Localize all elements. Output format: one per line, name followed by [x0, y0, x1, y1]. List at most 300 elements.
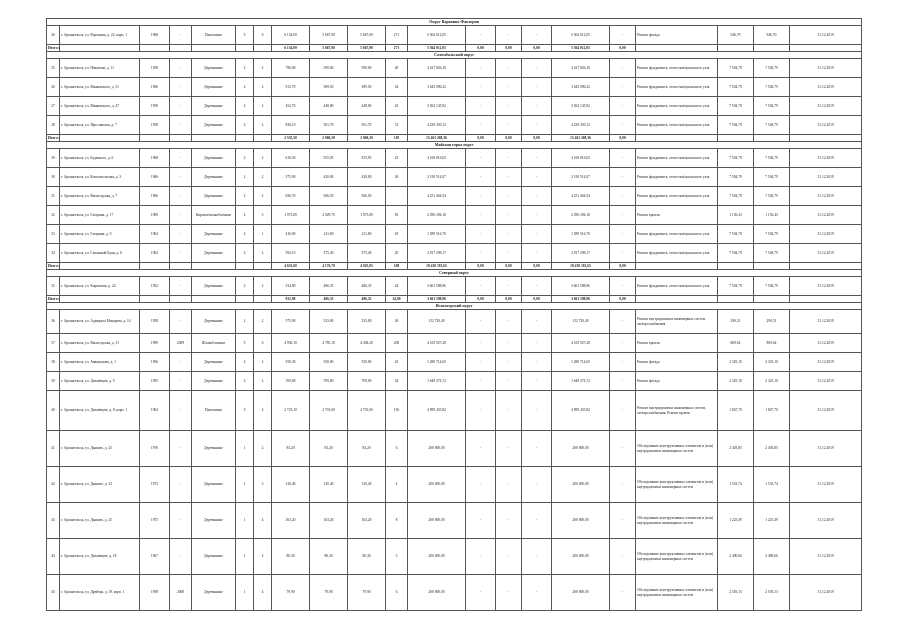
table-cell: 2 — [236, 187, 254, 206]
table-cell: - — [610, 334, 636, 353]
work-type-cell: Ремонт фундамента, отмостки/цокольного узла — [636, 277, 718, 296]
table-cell: 80,30 — [348, 539, 386, 575]
work-type-cell: Обследование конструктивных элементов и (или) внутридомовых инженерных систем — [636, 503, 718, 539]
table-cell: 130,40 — [348, 467, 386, 503]
table-cell: - — [522, 310, 552, 334]
table-cell: 200 000,00 — [552, 467, 610, 503]
table-cell: 200 000,00 — [552, 503, 610, 539]
address-cell: г. Архангельск, ул. Маяковского, д. 47 — [60, 97, 140, 116]
table-cell: 1968 — [140, 149, 170, 168]
table-cell: - — [496, 353, 522, 372]
table-cell: 31.12.2019 — [790, 244, 862, 263]
table-cell: 27 — [47, 97, 60, 116]
total-cell: 0,00 — [466, 135, 496, 142]
table-cell: 2 — [236, 116, 254, 135]
table-cell: 37 — [47, 334, 60, 353]
total-cell — [790, 296, 862, 303]
table-row — [47, 503, 862, 539]
total-cell — [718, 296, 754, 303]
table-cell: 486,35 — [348, 277, 386, 296]
total-cell: 2 535,50 — [272, 135, 310, 142]
table-cell: 5 667,00 — [348, 26, 386, 45]
table-cell: - — [170, 353, 192, 372]
table-cell: 1 533,74 — [718, 467, 754, 503]
table-cell: - — [466, 187, 496, 206]
table-cell: 1 225,49 — [718, 503, 754, 539]
table-cell: 26 — [386, 310, 408, 334]
table-cell: 4 989 455,82 — [552, 391, 610, 431]
table-cell: Деревянные — [192, 97, 236, 116]
work-type-cell: Ремонт фундамента, отмостки/цокольного узла — [636, 225, 718, 244]
table-cell: - — [522, 97, 552, 116]
table-cell: 4 — [254, 391, 272, 431]
table-cell: 200 000,00 — [552, 575, 610, 611]
table-cell: 39 — [47, 372, 60, 391]
table-cell: 375,40 — [310, 244, 348, 263]
table-cell: 3 645 096,22 — [552, 78, 610, 97]
table-cell: - — [170, 26, 192, 45]
table-cell: - — [522, 206, 552, 225]
table-cell: - — [610, 503, 636, 539]
table-cell: 18 — [386, 225, 408, 244]
table-cell: - — [466, 168, 496, 187]
table-cell: 7 504,79 — [754, 187, 790, 206]
work-type-cell: Ремонт фундамента, отмостки/цокольного узла — [636, 187, 718, 206]
table-cell: 4 — [254, 539, 272, 575]
table-cell: 590,00 — [348, 59, 386, 78]
table-cell: 42 — [47, 467, 60, 503]
table-row — [47, 575, 862, 611]
table-cell: 523,00 — [310, 310, 348, 334]
table-cell: - — [610, 467, 636, 503]
table-cell: Деревянные — [192, 78, 236, 97]
table-cell: 5 — [236, 334, 254, 353]
table-cell: - — [170, 467, 192, 503]
table-cell: 31.12.2019 — [790, 97, 862, 116]
table-cell: 2 325,10 — [718, 353, 754, 372]
table-cell: 1959 — [140, 97, 170, 116]
table-cell: - — [522, 467, 552, 503]
table-cell: 31.12.2019 — [790, 59, 862, 78]
table-cell: 3 362 145,92 — [552, 97, 610, 116]
table-cell: 375,40 — [348, 244, 386, 263]
address-cell: г. Архангельск, ул. Адмирала Макарова, д. 14 — [60, 310, 140, 334]
table-cell: 31.12.2019 — [790, 372, 862, 391]
table-cell: 4 494,20 — [348, 334, 386, 353]
total-cell: 3 661 588,96 — [552, 296, 610, 303]
table-cell: 486,35 — [310, 277, 348, 296]
table-cell: 1 847,70 — [754, 391, 790, 431]
total-cell — [192, 45, 236, 52]
table-cell: 4 168 816,65 — [408, 149, 466, 168]
total-cell: 0,00 — [466, 45, 496, 52]
table-cell: 1956 — [140, 353, 170, 372]
work-type-cell: Ремонт кровли — [636, 206, 718, 225]
district-title: Округ Варавино-Фактория — [47, 19, 862, 26]
total-cell: 2 060,20 — [348, 135, 386, 142]
table-cell: - — [496, 310, 522, 334]
total-cell: 0,00 — [522, 263, 552, 270]
table-cell: - — [466, 116, 496, 135]
table-cell: - — [610, 372, 636, 391]
table-cell: 1 648 374,72 — [408, 372, 466, 391]
table-row — [47, 26, 862, 45]
total-cell: 0,00 — [610, 45, 636, 52]
address-cell: г. Архангельск, ул. Дежнёвцев, д. 18 — [60, 539, 140, 575]
total-cell — [254, 263, 272, 270]
work-type-cell: Ремонт кровли — [636, 334, 718, 353]
total-cell — [718, 45, 754, 52]
table-cell: 7 504,79 — [718, 187, 754, 206]
table-cell: 1958 — [140, 310, 170, 334]
table-cell: 1962 — [140, 391, 170, 431]
table-cell: 1 280 714,65 — [408, 353, 466, 372]
table-cell: 1962 — [140, 244, 170, 263]
total-cell — [192, 296, 236, 303]
total-row — [47, 135, 862, 142]
table-cell: 7 504,79 — [718, 225, 754, 244]
table-cell: 2 701,60 — [310, 391, 348, 431]
district-section-row — [47, 19, 862, 26]
table-cell: Деревянные — [192, 310, 236, 334]
table-cell: - — [610, 97, 636, 116]
table-cell: 31.12.2019 — [790, 116, 862, 135]
table-cell: 26 — [386, 168, 408, 187]
table-cell: - — [522, 277, 552, 296]
table-cell: 26 — [47, 26, 60, 45]
table-cell: - — [170, 116, 192, 135]
table-cell: - — [466, 244, 496, 263]
table-cell: 31.12.2019 — [790, 467, 862, 503]
table-cell: 2 — [254, 277, 272, 296]
table-cell: - — [610, 187, 636, 206]
table-cell: 1 156,43 — [718, 206, 754, 225]
table-cell: 2 — [254, 372, 272, 391]
table-cell: - — [170, 149, 192, 168]
table-cell: 290,51 — [754, 310, 790, 334]
table-cell: - — [496, 467, 522, 503]
table-cell: - — [522, 59, 552, 78]
table-cell: Кирпич/шлакоблочные — [192, 206, 236, 225]
table-cell: - — [522, 391, 552, 431]
table-cell: - — [496, 149, 522, 168]
table-cell: 31.12.2019 — [790, 539, 862, 575]
table-cell: 7 504,79 — [718, 244, 754, 263]
address-cell: г. Архангельск, ул. Аввакумова, д. 1 — [60, 353, 140, 372]
table-cell: 550,00 — [310, 353, 348, 372]
total-cell — [236, 135, 254, 142]
total-cell — [170, 135, 192, 142]
table-cell: 2 — [254, 431, 272, 467]
table-cell: 1967 — [140, 539, 170, 575]
table-cell: - — [496, 334, 522, 353]
work-type-cell: Ремонт фундамента, отмостки/цокольного узла — [636, 116, 718, 135]
table-cell: 4 427 826,10 — [408, 59, 466, 78]
table-cell: 7 504,79 — [718, 168, 754, 187]
table-cell: Шлакоблочные — [192, 334, 236, 353]
table-cell: 30 — [47, 168, 60, 187]
table-cell: 3 661 588,96 — [552, 277, 610, 296]
total-cell — [790, 263, 862, 270]
table-cell: 6 — [254, 334, 272, 353]
table-cell: 3 150 514,07 — [408, 168, 466, 187]
total-cell — [636, 135, 718, 142]
table-cell: - — [466, 353, 496, 372]
table-cell: 2 723,10 — [272, 391, 310, 431]
table-cell: 389,50 — [348, 78, 386, 97]
total-cell — [754, 296, 790, 303]
table-cell: 452,70 — [272, 97, 310, 116]
table-cell: - — [610, 310, 636, 334]
table-cell: 2 325,10 — [754, 353, 790, 372]
capital-repair-table — [46, 18, 862, 611]
table-cell: 31.12.2019 — [790, 391, 862, 431]
table-cell: 83,20 — [348, 431, 386, 467]
table-cell: 31.12.2019 — [790, 575, 862, 611]
table-cell: 1 225,49 — [754, 503, 790, 539]
table-row — [47, 353, 862, 372]
table-cell: 420,00 — [310, 168, 348, 187]
total-cell: 24,00 — [386, 296, 408, 303]
table-cell: 2 490,66 — [718, 539, 754, 575]
total-cell — [718, 263, 754, 270]
table-cell: 3 661 588,96 — [408, 277, 466, 296]
table-cell: 1 589 516,70 — [552, 225, 610, 244]
table-cell: 6 — [254, 26, 272, 45]
table-cell: 43 — [47, 503, 60, 539]
table-cell: 2 029,70 — [310, 206, 348, 225]
table-cell: 3 — [254, 467, 272, 503]
table-cell: 31.12.2019 — [790, 187, 862, 206]
district-section-row — [47, 270, 862, 277]
table-row — [47, 187, 862, 206]
work-type-cell: Ремонт внутридомовых инженерных систем электроснабжения — [636, 310, 718, 334]
total-cell: 5 364 012,05 — [408, 45, 466, 52]
table-cell: - — [496, 187, 522, 206]
table-cell: - — [522, 575, 552, 611]
table-cell: - — [466, 206, 496, 225]
table-cell: 5 — [236, 391, 254, 431]
table-cell: 1958 — [140, 59, 170, 78]
table-cell: 1 973,00 — [348, 206, 386, 225]
table-cell: 23 — [386, 97, 408, 116]
table-cell: - — [496, 59, 522, 78]
table-cell: 1958 — [140, 116, 170, 135]
table-cell: 5 667,00 — [310, 26, 348, 45]
total-cell: 15 461 268,36 — [408, 135, 466, 142]
table-cell: 200 000,00 — [552, 539, 610, 575]
table-cell: 4 930,10 — [272, 334, 310, 353]
table-cell: Деревянные — [192, 149, 236, 168]
table-cell: 23 — [386, 353, 408, 372]
table-cell: 1958 — [140, 575, 170, 611]
district-section-row — [47, 142, 862, 149]
total-cell: 18 430 181,65 — [552, 263, 610, 270]
table-cell: 2 — [254, 244, 272, 263]
table-cell: 575,90 — [272, 310, 310, 334]
table-cell: 44 — [47, 539, 60, 575]
table-cell: 1 973,00 — [272, 206, 310, 225]
table-cell: - — [522, 353, 552, 372]
table-cell: 7 504,79 — [754, 277, 790, 296]
table-cell: 1966 — [140, 187, 170, 206]
table-cell: 1962 — [140, 225, 170, 244]
table-cell: - — [522, 149, 552, 168]
table-cell: - — [466, 149, 496, 168]
table-cell: - — [610, 244, 636, 263]
table-cell: 946,70 — [718, 26, 754, 45]
table-cell: 2 — [236, 277, 254, 296]
table-cell: - — [466, 59, 496, 78]
table-cell: 2 296 394,10 — [552, 206, 610, 225]
table-cell: 7 504,79 — [718, 116, 754, 135]
table-cell: 32 — [47, 206, 60, 225]
table-cell: - — [496, 97, 522, 116]
district-title: Северный округ — [47, 270, 862, 277]
table-cell: 1960 — [140, 78, 170, 97]
table-cell: Деревянные — [192, 467, 236, 503]
table-cell: 1 648 374,72 — [552, 372, 610, 391]
table-cell: 7 504,79 — [718, 149, 754, 168]
table-cell: Панельные — [192, 391, 236, 431]
table-cell: 2 — [254, 149, 272, 168]
table-cell: 40 — [47, 391, 60, 431]
table-cell: 6 — [386, 575, 408, 611]
total-cell: 0,00 — [610, 263, 636, 270]
district-title: Майская горка округ — [47, 142, 862, 149]
table-row — [47, 372, 862, 391]
table-cell: 1 589 516,70 — [408, 225, 466, 244]
table-cell: 6 — [386, 431, 408, 467]
total-cell — [236, 45, 254, 52]
table-cell: 2 — [236, 244, 254, 263]
table-cell: 1 847,70 — [718, 391, 754, 431]
table-cell: 2 — [236, 372, 254, 391]
table-cell: 20 — [386, 244, 408, 263]
table-cell: - — [466, 503, 496, 539]
table-cell: - — [496, 277, 522, 296]
table-cell: 4 — [386, 467, 408, 503]
total-label: Итого: — [48, 135, 59, 140]
table-cell: 4 251 464,54 — [552, 187, 610, 206]
table-cell: - — [496, 575, 522, 611]
table-cell: 566,50 — [348, 187, 386, 206]
work-type-cell: Обследование конструктивных элементов и (или) внутридомовых инженерных систем — [636, 539, 718, 575]
table-cell: 152 720,49 — [552, 310, 610, 334]
table-cell: - — [496, 539, 522, 575]
table-cell: - — [522, 334, 552, 353]
total-cell — [170, 45, 192, 52]
table-row — [47, 116, 862, 135]
table-cell: 3 645 096,22 — [408, 78, 466, 97]
total-cell: 18 430 181,65 — [408, 263, 466, 270]
table-cell: 31.12.2019 — [790, 168, 862, 187]
table-cell: - — [522, 372, 552, 391]
table-cell: 25 — [47, 59, 60, 78]
table-cell: 2 — [236, 168, 254, 187]
table-cell: 7 504,79 — [754, 116, 790, 135]
table-cell: 7 504,79 — [754, 97, 790, 116]
address-cell: г. Архангельск, ул. Маяковского, д. 51 — [60, 78, 140, 97]
table-cell: 1999 — [140, 334, 170, 353]
table-cell: - — [610, 431, 636, 467]
table-cell: - — [170, 59, 192, 78]
table-cell: - — [496, 431, 522, 467]
total-cell — [790, 45, 862, 52]
total-cell: 271 — [386, 45, 408, 52]
table-cell: - — [496, 206, 522, 225]
table-cell: 271 — [386, 26, 408, 45]
address-cell: г. Архангельск, ул. Комсомольская, д. 3 — [60, 168, 140, 187]
total-cell — [254, 296, 272, 303]
total-cell: 0,00 — [496, 263, 522, 270]
total-cell — [254, 45, 272, 52]
table-cell: 2 403,85 — [718, 431, 754, 467]
table-cell: - — [466, 97, 496, 116]
table-cell: 152 720,49 — [408, 310, 466, 334]
table-cell: 4 — [254, 503, 272, 539]
table-cell: - — [496, 244, 522, 263]
table-cell: 7 504,79 — [754, 78, 790, 97]
work-type-cell: Ремонт фундамента, отмостки/цокольного узла — [636, 244, 718, 263]
table-cell: 561,70 — [310, 116, 348, 135]
table-cell: 2 — [236, 97, 254, 116]
table-cell: - — [496, 391, 522, 431]
table-cell: 946,70 — [754, 26, 790, 45]
total-cell: 15 461 268,36 — [552, 135, 610, 142]
work-type-cell: Ремонт фундамента, отмостки/цокольного узла — [636, 149, 718, 168]
table-cell: 200 000,00 — [408, 431, 466, 467]
table-cell: 2 325,10 — [718, 372, 754, 391]
table-cell: 4 165 927,28 — [408, 334, 466, 353]
table-cell: 211,80 — [348, 225, 386, 244]
total-cell: 4 633,60 — [272, 263, 310, 270]
table-row — [47, 149, 862, 168]
table-row — [47, 277, 862, 296]
table-row — [47, 206, 862, 225]
table-cell: 592,10 — [272, 244, 310, 263]
table-cell: 2 — [254, 187, 272, 206]
table-cell: 4 251 464,54 — [408, 187, 466, 206]
table-cell: 2 — [254, 59, 272, 78]
table-cell: - — [170, 244, 192, 263]
table-cell: - — [466, 225, 496, 244]
table-cell: 31.12.2019 — [790, 26, 862, 45]
table-cell: 3 150 514,07 — [552, 168, 610, 187]
total-cell: 5 667,00 — [348, 45, 386, 52]
table-cell: 5 — [236, 26, 254, 45]
work-type-cell: Ремонт фундамента, отмостки/цокольного узла — [636, 97, 718, 116]
table-cell: - — [170, 97, 192, 116]
work-type-cell: Обследование конструктивных элементов и (или) внутридомовых инженерных систем — [636, 431, 718, 467]
work-type-cell: Обследование конструктивных элементов и (или) внутридомовых инженерных систем — [636, 575, 718, 611]
table-cell: 2 403,85 — [754, 431, 790, 467]
table-cell: 1 — [236, 431, 254, 467]
table-cell: - — [522, 431, 552, 467]
table-cell: 2 701,60 — [348, 391, 386, 431]
table-cell: 29 — [47, 149, 60, 168]
table-cell: 31 — [47, 187, 60, 206]
total-label: Итого: — [48, 263, 59, 268]
total-cell: 0,00 — [610, 296, 636, 303]
table-cell: - — [170, 372, 192, 391]
work-type-cell: Ремонт фасада — [636, 26, 718, 45]
table-cell: Деревянные — [192, 539, 236, 575]
table-cell: - — [522, 225, 552, 244]
table-cell: 1968 — [140, 26, 170, 45]
table-cell: - — [522, 539, 552, 575]
table-cell: - — [170, 187, 192, 206]
